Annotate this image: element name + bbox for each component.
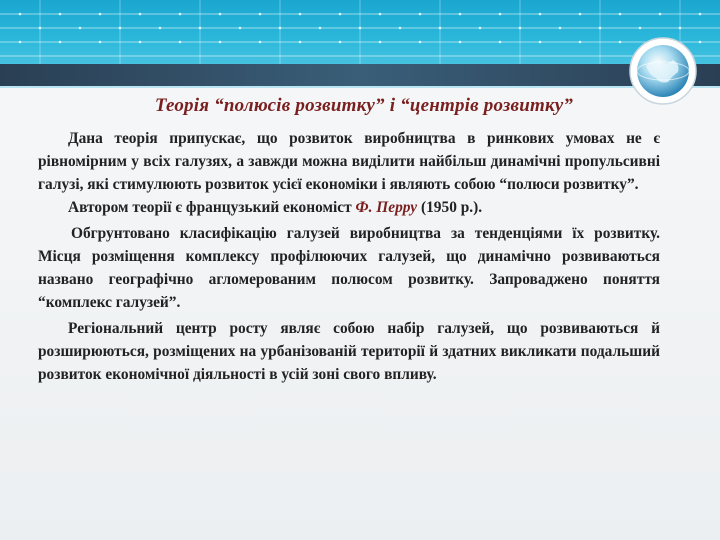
- slide-title: Теорія “полюсів розвитку” і “центрів розвитку”: [154, 95, 574, 116]
- header-banner: [0, 0, 720, 88]
- paragraph-classification: Обгрунтовано класифікацію галузей виробництва за тенденціями їх розвитку. Місця розміщення комплексу профілюючих галузей, що динамічно розвиваються названо географічно агломерованим полюсом розвитку. Запроваджено поняття “комплекс галузей”.: [38, 225, 660, 311]
- header-light-stripe: [0, 86, 720, 88]
- paragraph-regional-center: Регіональний центр росту являє собою набір галузей, що розвиваються й розширюються, розміщених на урбанізованій території й здатних викликати подальший розвиток економічної діяльності в усій зоні свого впливу.: [38, 320, 660, 383]
- author-year: (1950 р.).: [420, 199, 483, 216]
- author-name: Ф. Перру: [355, 199, 418, 216]
- author-prefix: Автором теорії є французький економіст: [68, 199, 352, 216]
- header-dark-stripe: [0, 64, 720, 86]
- slide-content: [38, 94, 660, 386]
- paragraph-theory-definition: Дана теорія припускає, що розвиток виробництва в ринкових умовах не є рівномірним у всіх галузях, а завжди можна виділити найбільш динамічні пропульсивні галузі, які стимулюють розвиток усієї економіки і являють собою “полюси розвитку”.: [38, 130, 660, 193]
- paragraph-author: [38, 196, 660, 219]
